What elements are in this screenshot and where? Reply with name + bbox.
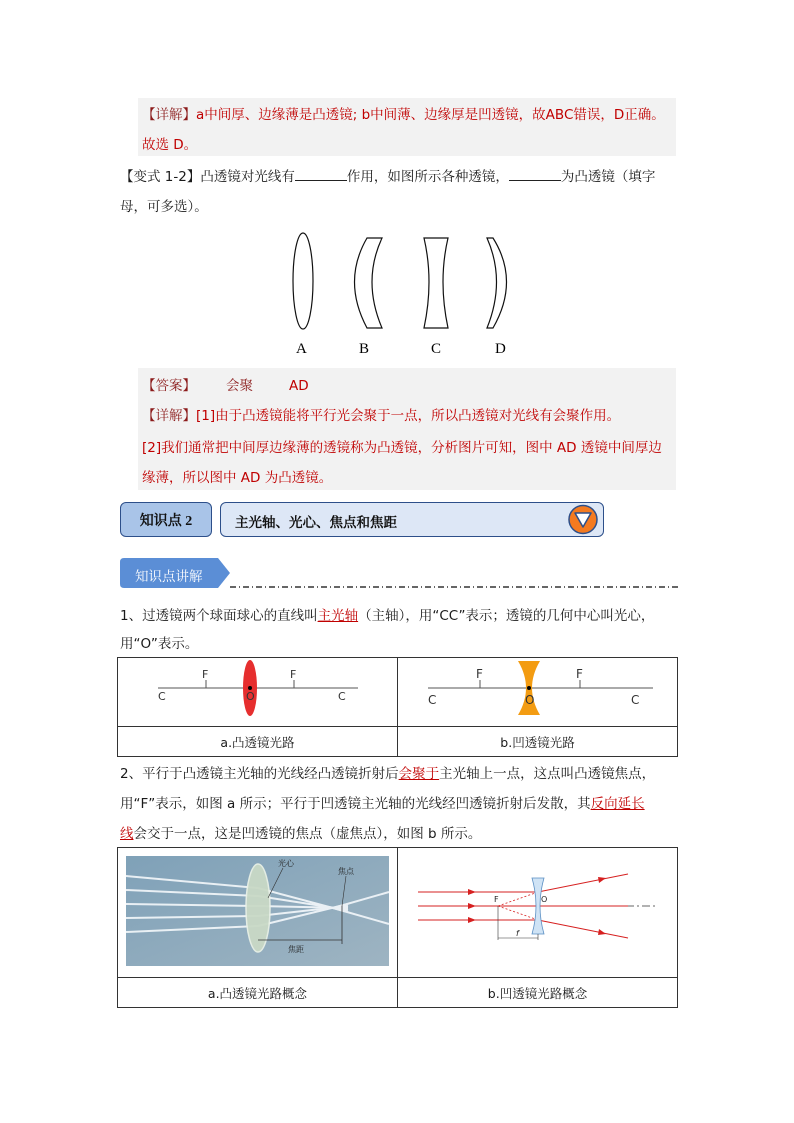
detail1-tag: 【详解】 — [142, 107, 196, 123]
lens-label-d: D — [495, 341, 506, 357]
knowledge-badge — [120, 502, 212, 537]
para1-pre: 1、过透镜两个球面球心的直线叫 — [120, 608, 318, 624]
concave-diagram-cell — [398, 848, 678, 978]
convex-caption: a.凸透镜光路 — [118, 727, 398, 757]
para2-pre: 2、平行于凸透镜主光轴的光线经凸透镜折射后 — [120, 766, 399, 782]
lens-c — [424, 238, 448, 328]
label-f-left: F — [202, 668, 209, 681]
lens-label-a: A — [296, 341, 307, 357]
lens-a — [293, 233, 313, 329]
question-line1 — [120, 165, 655, 185]
concave-caption: b.凹透镜光路 — [398, 727, 678, 757]
para2-mid: 主光轴上一点，这点叫凸透镜焦点， — [439, 766, 656, 782]
answer-2: AD — [289, 378, 309, 394]
label-c-right: C — [338, 690, 346, 703]
blank-2[interactable] — [509, 168, 561, 181]
answer-detail-1: [1]由于凸透镜能将平行光会聚于一点，所以凸透镜对光线有会聚作用。 — [196, 408, 621, 424]
para2-line2 — [120, 792, 645, 812]
knowledge-title-bar — [220, 502, 604, 537]
para1-line2: 用“O”表示。 — [120, 636, 199, 652]
question-label: 【变式 1-2】 — [120, 169, 201, 185]
diagram-label-o: O — [541, 895, 548, 904]
blank-1[interactable] — [295, 168, 347, 181]
convex-concept-caption: a.凸透镜光路概念 — [118, 978, 398, 1008]
label-c-left: C — [158, 690, 166, 703]
lens-figure — [280, 228, 530, 360]
answer-tag: 【答案】 — [142, 378, 196, 394]
detail1-line2: 故选 D。 — [142, 137, 198, 153]
lens-d — [487, 238, 507, 328]
concave-concept-diagram — [398, 848, 677, 974]
para1-line1 — [120, 604, 654, 624]
para2-line2-pre: 用“F”表示，如图 a 所示；平行于凹透镜主光轴的光线经凹透镜折射后发散，其 — [120, 796, 591, 812]
convex-path-diagram — [118, 658, 397, 723]
lens-b — [355, 238, 383, 328]
label-o-b: O — [525, 693, 535, 707]
concave-concept-caption: b.凹透镜光路概念 — [398, 978, 678, 1008]
convex-photo-cell — [118, 848, 398, 978]
photo-label-center: 光心 — [278, 859, 294, 868]
concave-path-diagram — [398, 658, 677, 723]
answer-detail-line3: 缘薄，所以图中 AD 为凸透镜。 — [142, 470, 333, 486]
answer-detail-line1 — [142, 404, 620, 424]
label-f-left-b: F — [476, 667, 483, 681]
dropdown-icon[interactable] — [567, 504, 599, 535]
question-line2: 母，可多选）。 — [120, 199, 208, 215]
subheader-label: 知识点讲解 — [135, 569, 203, 585]
diagram-label-f: F — [494, 895, 499, 904]
answer-detail-tag: 【详解】 — [142, 408, 196, 424]
label-f-right: F — [290, 668, 297, 681]
lens-path-table — [117, 657, 678, 757]
photo-label-focus: 焦点 — [338, 867, 354, 876]
question-part1: 凸透镜对光线有 — [200, 169, 295, 185]
knowledge-badge-label: 知识点 2 — [139, 513, 193, 529]
label-c-left-b: C — [428, 693, 437, 707]
convex-path-cell — [118, 658, 398, 727]
detail1-line1 — [142, 103, 665, 123]
term-principal-axis: 主光轴 — [317, 608, 359, 624]
question-part2: 作用，如图所示各种透镜， — [346, 169, 509, 185]
photo-label-focal-length: 焦距 — [288, 945, 304, 954]
answer-1: 会聚 — [226, 378, 253, 394]
knowledge-title: 主光轴、光心、焦点和焦距 — [235, 515, 397, 531]
para2-line3-text: 会交于一点，这是凹透镜的焦点（虚焦点），如图 b 所示。 — [133, 826, 482, 842]
term-reverse-extension: 反向延长 — [590, 796, 645, 812]
detail1-text: a中间厚、边缘薄是凸透镜; b中间薄、边缘厚是凹透镜，故ABC错误，D正确。 — [196, 107, 665, 123]
para2-line3 — [120, 822, 481, 842]
subheader-tab — [120, 558, 680, 592]
concave-path-cell — [398, 658, 678, 727]
diagram-label-focal: f — [516, 929, 519, 938]
answer-line — [142, 374, 309, 394]
label-f-right-b: F — [576, 667, 583, 681]
lens-label-b: B — [359, 341, 370, 357]
term-converge: 会聚于 — [398, 766, 440, 782]
answer-detail-line2: [2]我们通常把中间厚边缘薄的透镜称为凸透镜，分析图片可知，图中 AD 透镜中间厚边 — [142, 440, 662, 456]
question-part3: 为凸透镜（填字 — [560, 169, 656, 185]
label-o: O — [246, 690, 255, 703]
label-c-right-b: C — [631, 693, 640, 707]
lens-label-c: C — [431, 341, 442, 357]
convex-photo — [118, 848, 397, 974]
photo-convex-lens — [246, 864, 270, 952]
para1-post: （主轴），用“CC”表示；透镜的几何中心叫光心， — [358, 608, 655, 624]
term-reverse-extension-end: 线 — [120, 826, 134, 842]
lens-concept-table — [117, 847, 678, 1008]
para2-line1 — [120, 762, 655, 782]
